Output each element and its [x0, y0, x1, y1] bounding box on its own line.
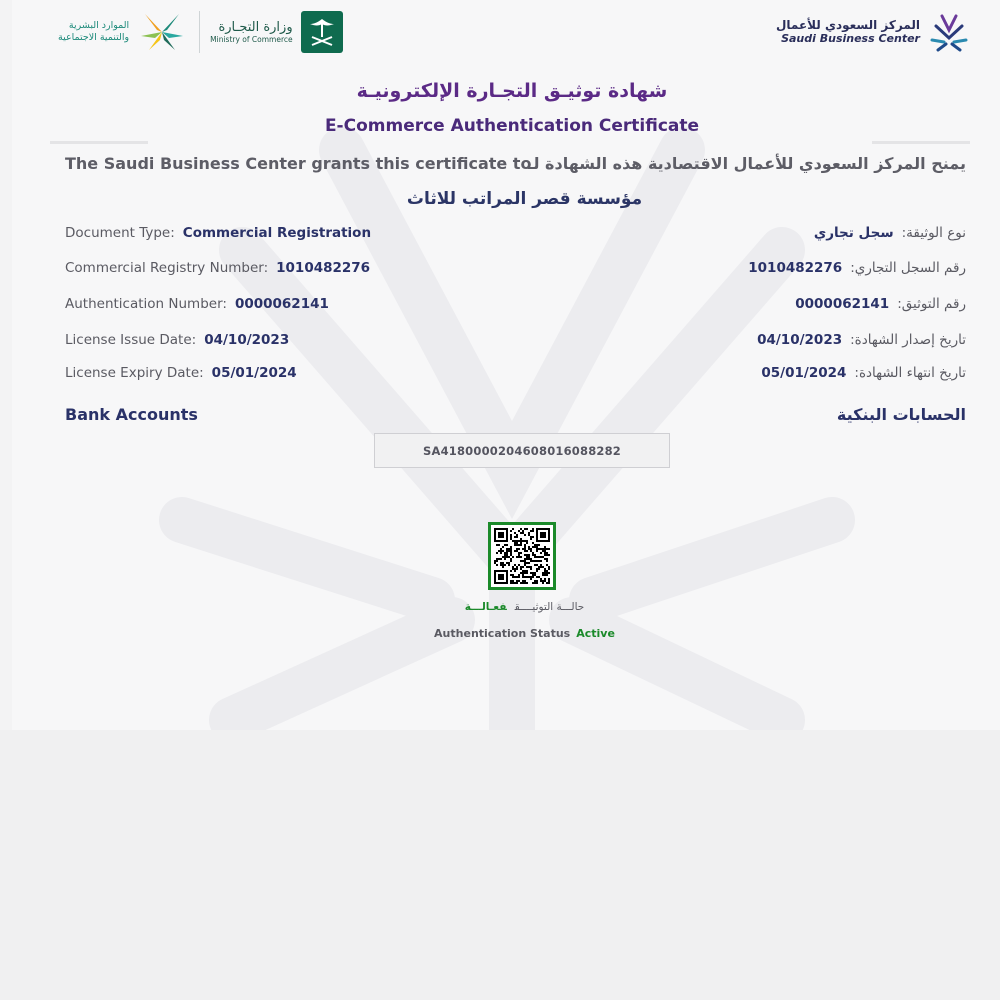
hrsd-name-line1: الموارد البشرية	[68, 20, 130, 31]
status-value-en: Active	[576, 627, 615, 640]
moc-name-en: Ministry of Commerce	[210, 35, 293, 44]
field-value: 05/01/2024	[211, 365, 297, 381]
grant-statement-en: The Saudi Business Center grants this certificate to	[65, 154, 532, 173]
field-value: 0000062141	[234, 296, 329, 312]
authentication-status-en	[12, 627, 1000, 640]
status-label-en: Authentication Status	[434, 627, 571, 640]
expiry-date-row-ar	[761, 365, 966, 381]
sbc-name-en: Saudi Business Center	[781, 31, 920, 45]
field-label: رقم التوثيق:	[897, 296, 966, 312]
field-label: تاريخ إصدار الشهادة:	[850, 332, 966, 348]
grant-statement-ar: يمنح المركز السعودي للأعمال الاقتصادية هذه الشهادة لـ	[528, 154, 966, 173]
field-label: رقم السجل التجاري:	[850, 260, 966, 276]
sbc-name-ar: المركز السعودي للأعمال	[776, 17, 920, 32]
registry-number-row-en	[65, 260, 370, 276]
iban-field: SA4180000204608016088282	[374, 433, 670, 468]
field-value: 04/10/2023	[204, 332, 290, 348]
authentication-status-ar	[12, 601, 1000, 613]
field-value: 1010482276	[748, 260, 843, 276]
sbc-star-icon	[928, 10, 970, 52]
hrsd-logo	[58, 10, 189, 54]
certificate-title-en: E-Commerce Authentication Certificate	[324, 116, 700, 136]
registry-number-row-ar	[748, 260, 966, 276]
field-label: Commercial Registry Number:	[65, 260, 269, 276]
divider-left	[50, 141, 148, 144]
certificate-title-ar: شهادة توثيـق التجـارة الإلكترونيـة	[356, 80, 668, 102]
field-value: 04/10/2023	[757, 332, 843, 348]
field-value: سجل تجاري	[813, 225, 894, 241]
field-label: تاريخ انتهاء الشهادة:	[854, 365, 966, 381]
field-label: Document Type:	[65, 225, 175, 241]
status-label-ar: حالـــة التوثيــــق	[514, 601, 585, 613]
issue-date-row-en	[65, 332, 289, 348]
field-label: License Issue Date:	[65, 332, 197, 348]
moc-logo	[199, 11, 342, 53]
qr-code-icon[interactable]	[488, 522, 556, 590]
issue-date-row-ar	[757, 332, 966, 348]
field-label: نوع الوثيقة:	[901, 225, 966, 241]
authentication-number-row-en	[65, 296, 329, 312]
expiry-date-row-en	[65, 365, 297, 381]
bank-accounts-heading-ar: الحسابات البنكية	[836, 405, 966, 424]
bank-accounts-heading-en: Bank Accounts	[65, 405, 198, 424]
sbc-logo	[776, 10, 970, 52]
field-value: Commercial Registration	[182, 225, 372, 241]
company-name: مؤسسة قصر المراتب للاثاث	[406, 189, 643, 209]
certificate-sheet	[12, 0, 1000, 730]
field-value: 0000062141	[795, 296, 890, 312]
hrsd-name-line2: والتنمية الاجتماعية	[58, 32, 130, 43]
palm-swords-emblem-icon	[301, 11, 343, 53]
field-value: 1010482276	[276, 260, 371, 276]
hrsd-leaf-icon	[135, 10, 189, 54]
field-value: 05/01/2024	[761, 365, 847, 381]
page-background	[0, 730, 1000, 1000]
field-label: Authentication Number:	[65, 296, 227, 312]
authentication-number-row-ar	[795, 296, 966, 312]
moc-name-ar: وزارة التجـارة	[218, 20, 293, 35]
partner-logos	[58, 10, 343, 54]
field-label: License Expiry Date:	[65, 365, 204, 381]
document-type-row-ar	[814, 225, 966, 241]
divider-right	[872, 141, 970, 144]
status-value-ar: فعـالـــة	[464, 601, 507, 613]
document-type-row-en	[65, 225, 371, 241]
